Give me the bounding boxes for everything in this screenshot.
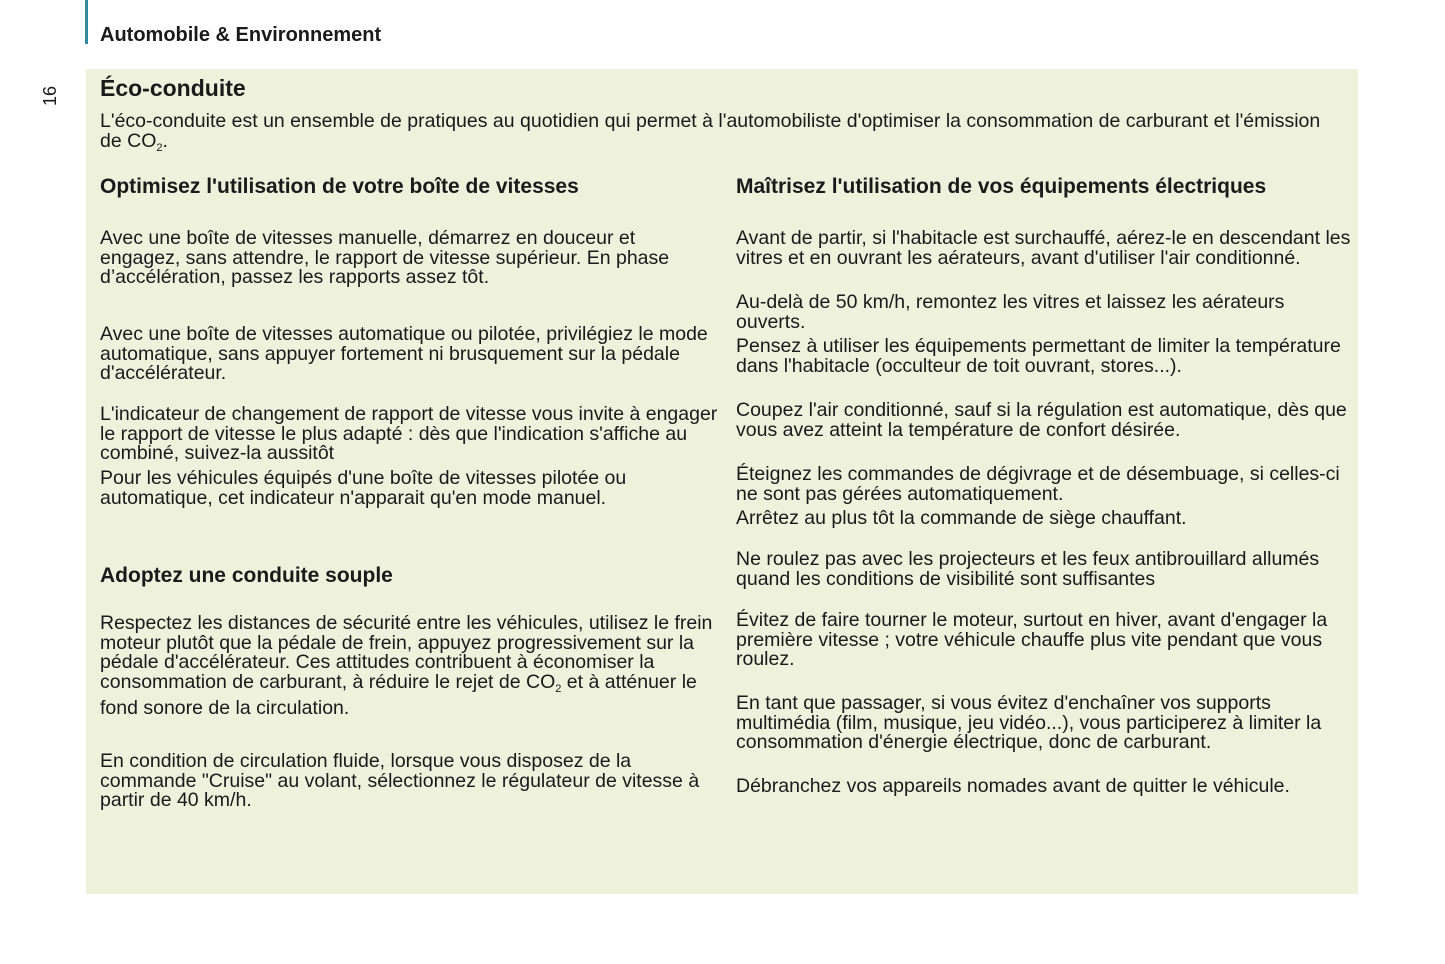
paragraph-headlights: Ne roulez pas avec les projecteurs et les feux antibrouillard allumés quand les conditions de visibilité sont suffisantes xyxy=(736,548,1320,590)
paragraph-indicator-note: Pour les véhicules équipés d'une boîte de vitesses pilotée ou automatique, cet indicateur n'apparait qu'en mode manuel. xyxy=(100,467,627,509)
header-title: Automobile & Environnement xyxy=(100,24,382,46)
paragraph-air-conditioning: Coupez l'air conditionné, sauf si la régulation est automatique, dès que vous avez atteint la température de confort désirée. xyxy=(736,399,1347,441)
page-number: 16 xyxy=(40,85,60,106)
paragraph-cruise: En condition de circulation fluide, lorsque vous disposez de la commande "Cruise" au volant, sélectionnez le régulateur de vitesse à partir de 40 km/h. xyxy=(100,750,700,811)
paragraph-auto-gearbox: Avec une boîte de vitesses automatique ou pilotée, privilégiez le mode automatique, sans appuyer fortement ni brusquement sur la pédale d'accélérateur. xyxy=(100,323,708,384)
paragraph-defrost: Éteignez les commandes de dégivrage et de désembuage, si celles-ci ne sont pas gérées automatiquement. xyxy=(736,463,1340,505)
section-title-smooth-driving: Adoptez une conduite souple xyxy=(100,564,393,587)
section-title-gearbox: Optimisez l'utilisation de votre boîte de vitesses xyxy=(100,175,579,198)
paragraph-sunblind: Pensez à utiliser les équipements permettant de limiter la température dans l'habitacle (occulteur de toit ouvrant, stores...). xyxy=(736,335,1341,377)
paragraph-engine-idle: Évitez de faire tourner le moteur, surtout en hiver, avant d'engager la première vitesse ; votre véhicule chauffe plus vite pendant que vous roulez. xyxy=(736,609,1328,670)
paragraph-passenger: En tant que passager, si vous évitez d'enchaîner vos supports multimédia (film, musique, jeu vidéo...), vous participerez à limiter la consommation d'énergie électrique, donc de carburant. xyxy=(736,692,1322,753)
paragraph-safety-distance: Respectez les distances de sécurité entre les véhicules, utilisez le frein moteur plutôt que la pédale de frein, appuyez progressivement sur la pédale d'accélérateur. Ces attitudes contribuent à économiser la consommation de carburant, à réduire le rejet de $CO_2$ et à atténuer le fond sonore de la circulation. xyxy=(100,612,713,719)
paragraph-windows: Au-delà de 50 km/h, remontez les vitres et laissez les aérateurs ouverts. xyxy=(736,291,1285,333)
paragraph-heated-seat: Arrêtez au plus tôt la commande de siège chauffant. xyxy=(736,507,1187,529)
header-rule xyxy=(85,0,88,44)
page-title: Éco-conduite xyxy=(100,75,246,101)
paragraph-ventilate: Avant de partir, si l'habitacle est surchauffé, aérez-le en descendant les vitres et en ouvrant les aérateurs, avant d'utiliser l'air conditionné. xyxy=(736,227,1351,269)
paragraph-manual-gearbox: Avec une boîte de vitesses manuelle, démarrez en douceur et engagez, sans attendre, le rapport de vitesse supérieur. En phase d’accélération, passez les rapports assez tôt. xyxy=(100,227,670,288)
section-title-electrical: Maîtrisez l'utilisation de vos équipements électriques xyxy=(736,175,1267,198)
intro-paragraph: L'éco-conduite est un ensemble de pratiques au quotidien qui permet à l'automobiliste d'optimiser la consommation de carburant et l'émission de $CO_2$. xyxy=(100,110,1321,154)
paragraph-nomad-devices: Débranchez vos appareils nomades avant de quitter le véhicule. xyxy=(736,775,1290,797)
paragraph-shift-indicator: L'indicateur de changement de rapport de vitesse vous invite à engager le rapport de vitesse le plus adapté : dès que l'indication s'affiche au combiné, suivez-la aussitôt xyxy=(100,403,718,464)
